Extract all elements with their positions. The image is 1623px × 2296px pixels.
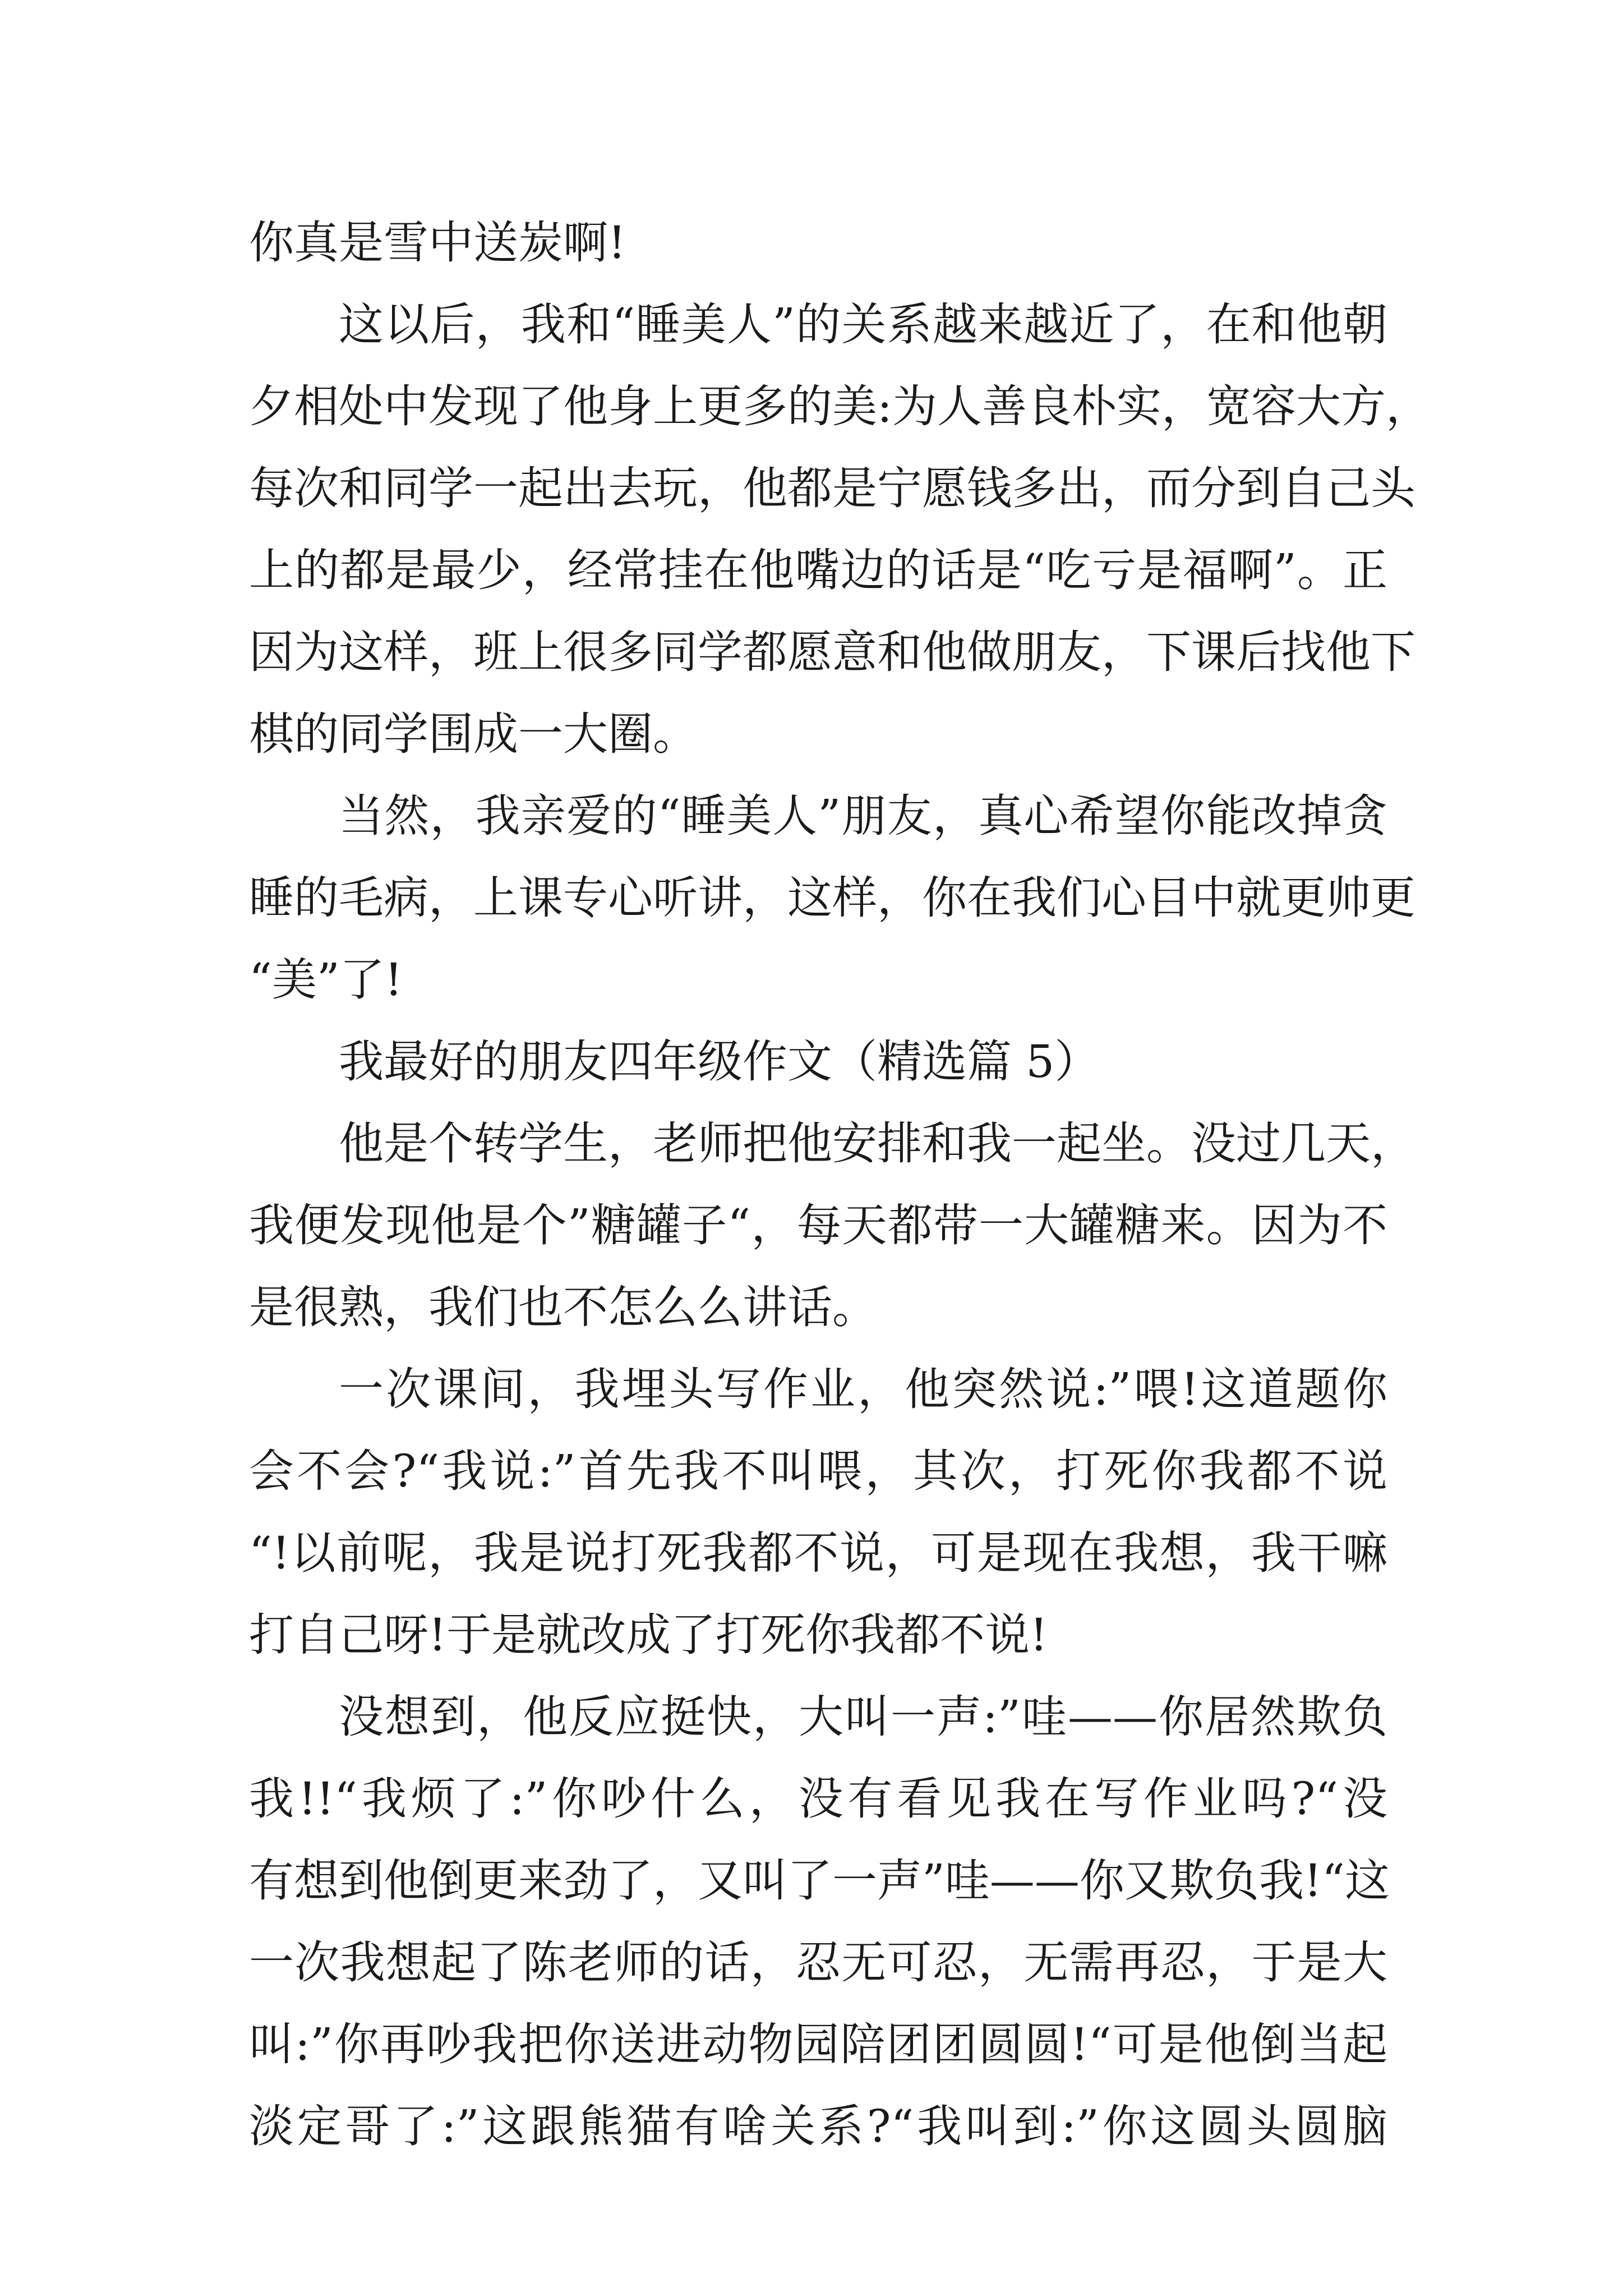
text-line: 有想到他倒更来劲了，又叫了一声”哇——你又欺负我!“这 [249,1855,1390,1907]
text-line: 一次我想起了陈老师的话，忍无可忍，无需再忍，于是大 [249,1936,1387,1989]
text-line: 因为这样，班上很多同学都愿意和他做朋友，下课后找他下 [249,626,1415,678]
text-line: “美”了! [249,954,403,1006]
text-line: 没想到，他反应挺快，大叫一声:”哇——你居然欺负 [339,1691,1387,1743]
text-line: “!以前呢，我是说打死我都不说，可是现在我想，我干嘛 [249,1527,1387,1579]
text-line: 夕相处中发现了他身上更多的美:为人善良朴实，宽容大方， [249,380,1431,432]
document-body [249,202,1431,2168]
text-line: 这以后，我和“睡美人”的关系越来越近了，在和他朝 [339,298,1387,351]
section-heading: 我最好的朋友四年级作文（精选篇 5） [339,1036,1100,1088]
text-line: 是很熟，我们也不怎么么讲话。 [249,1281,877,1333]
text-line: 我!!“我烦了:”你吵什么，没有看见我在写作业吗?“没 [249,1773,1387,1825]
text-line: 每次和同学一起出去玩，他都是宁愿钱多出，而分到自己头 [249,462,1415,514]
text-line: 打自己呀!于是就改成了打死你我都不说! [249,1609,1048,1661]
text-line: 叫:”你再吵我把你送进动物园陪团团圆圆!“可是他倒当起 [249,2018,1387,2070]
text-line: 一次课间，我埋头写作业，他突然说:”喂!这道题你 [339,1363,1387,1415]
text-line: 会不会?“我说:”首先我不叫喂，其次，打死你我都不说 [249,1445,1387,1497]
text-line: 棋的同学围成一大圈。 [249,708,698,760]
text-line: 你真是雪中送炭啊! [249,217,626,269]
text-line: 淡定哥了:”这跟熊猫有啥关系?“我叫到:”你这圆头圆脑 [249,2100,1387,2152]
text-line: 他是个转学生，老师把他安排和我一起坐。没过几天， [339,1117,1415,1170]
text-line: 我便发现他是个”糖罐子“，每天都带一大罐糖来。因为不 [249,1199,1387,1251]
text-line: 当然，我亲爱的“睡美人”朋友，真心希望你能改掉贪 [339,790,1387,842]
text-line: 上的都是最少，经常挂在他嘴边的话是“吃亏是福啊”。正 [249,544,1387,596]
text-line: 睡的毛病，上课专心听讲，这样，你在我们心目中就更帅更 [249,872,1415,924]
